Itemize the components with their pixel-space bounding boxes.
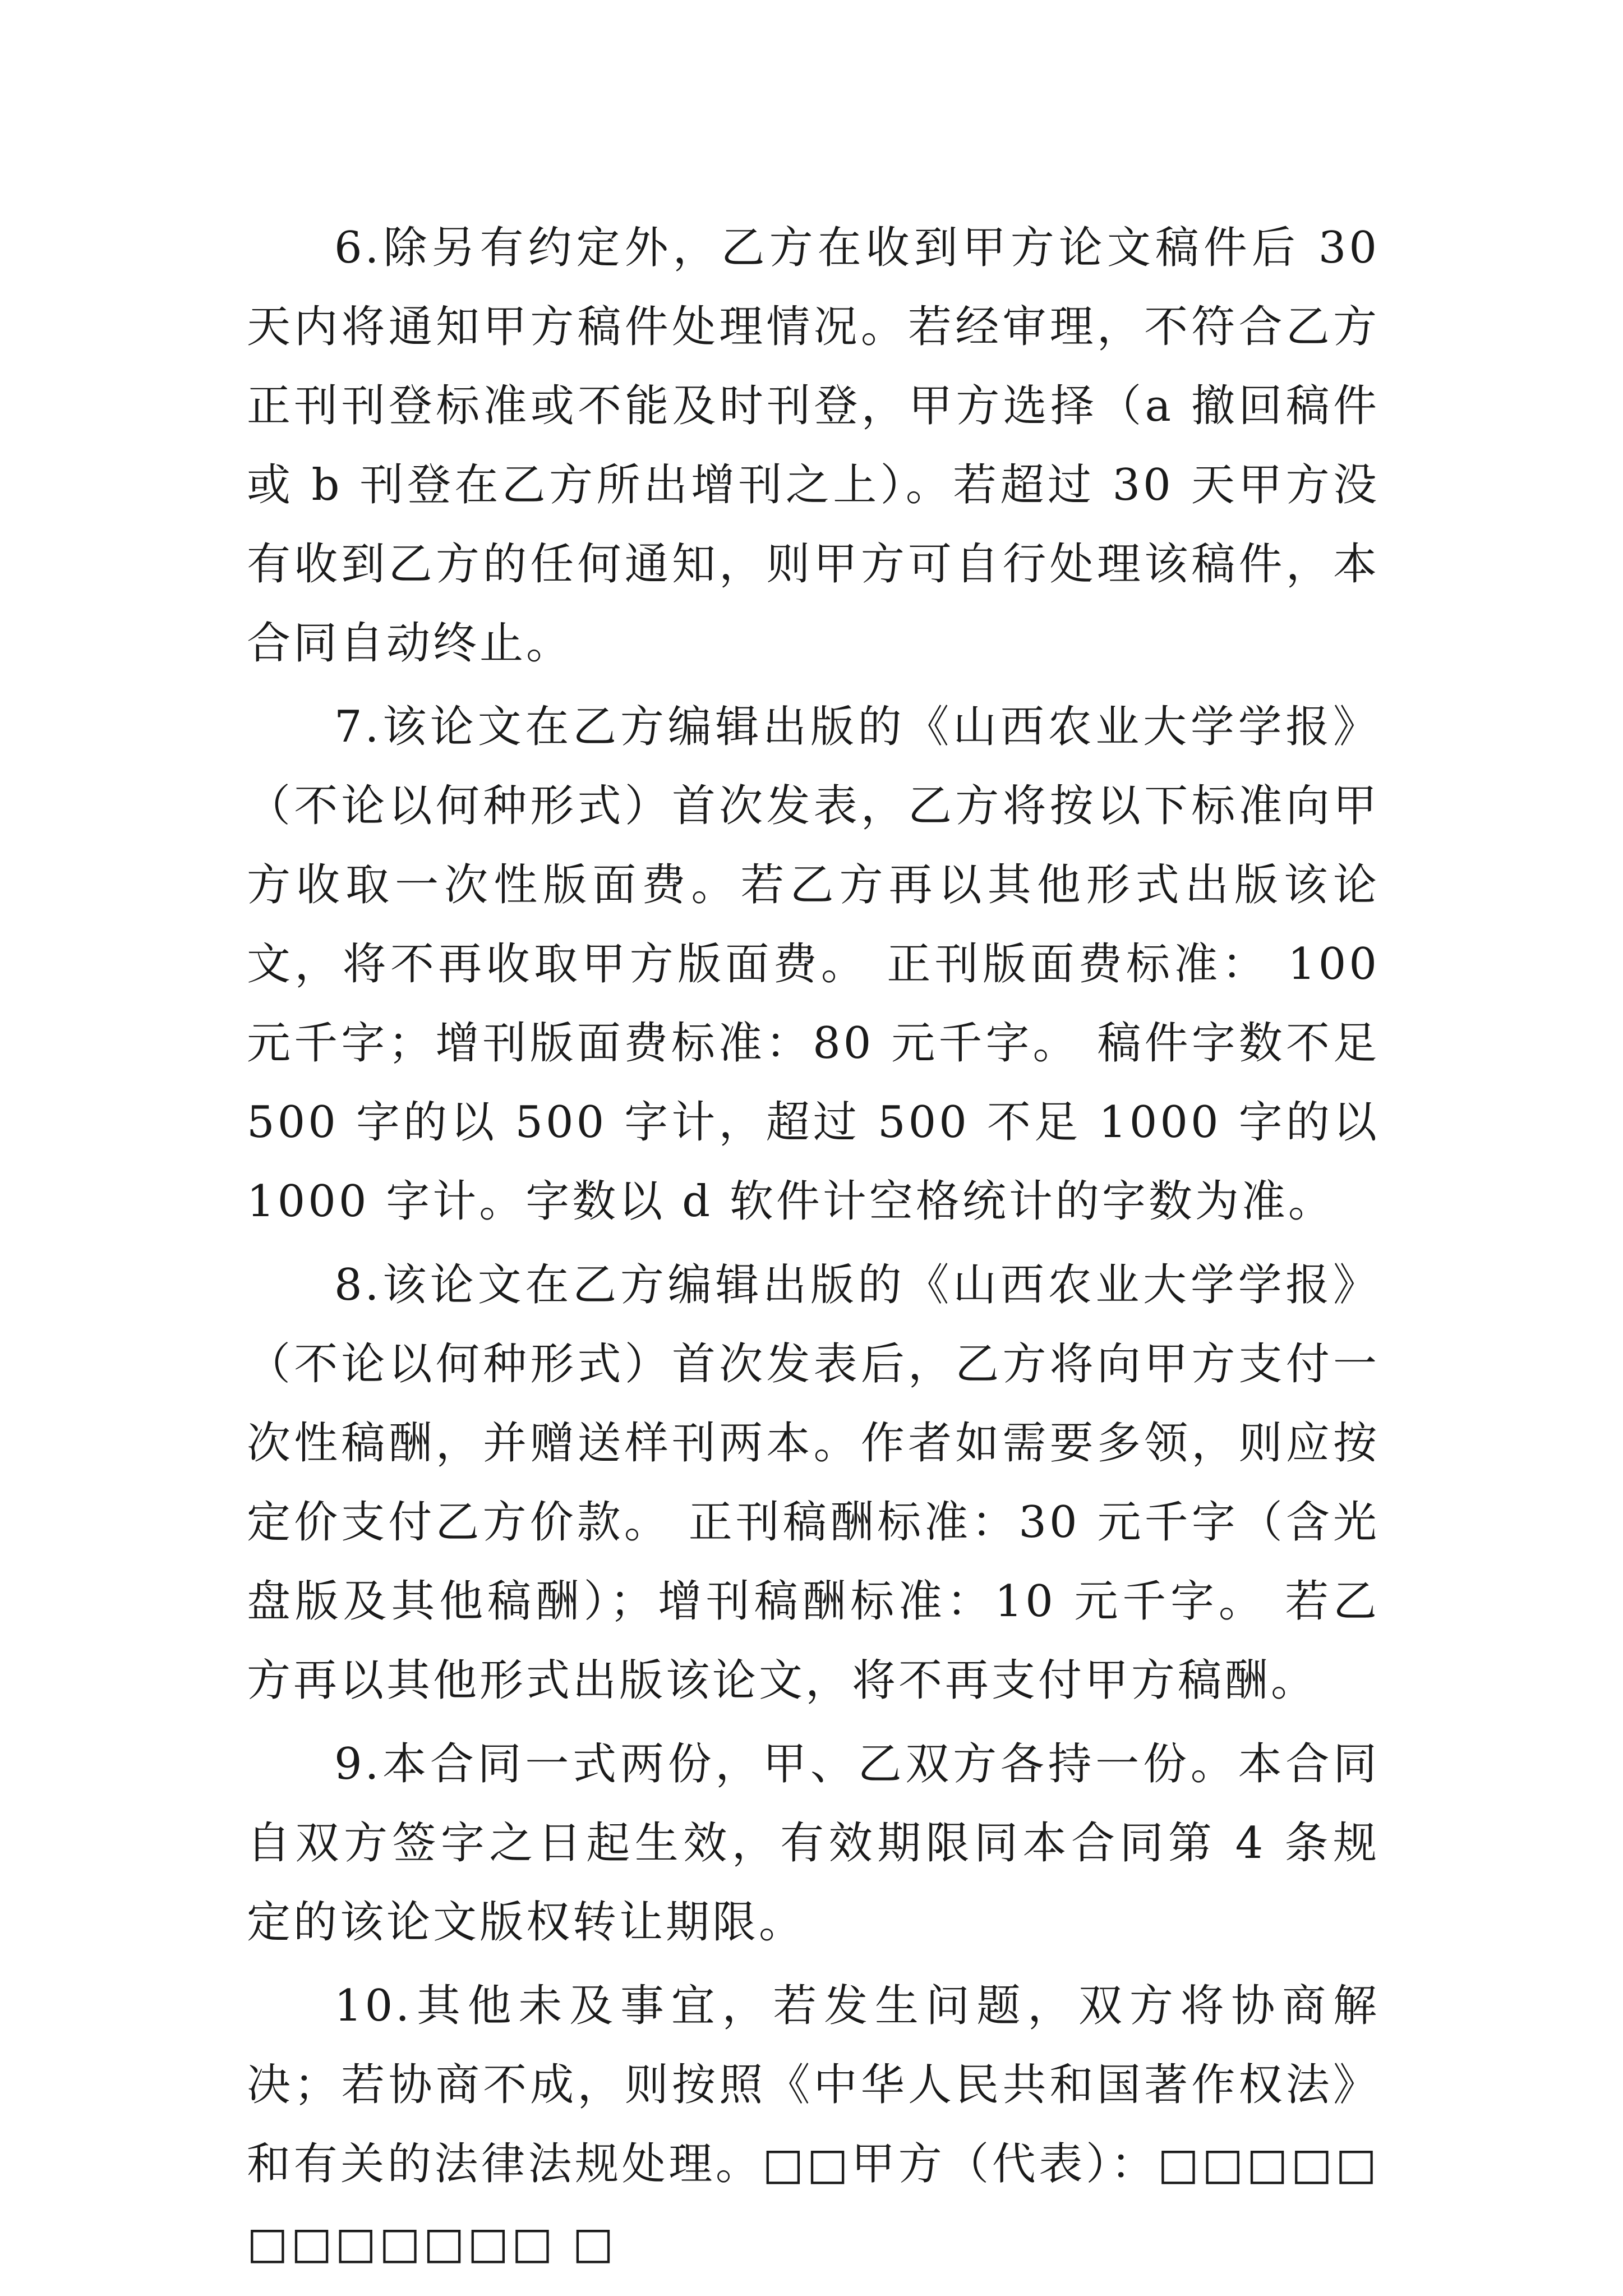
clause-9-paragraph: 9.本合同一式两份，甲、乙双方各持一份。本合同自双方签字之日起生效，有效期限同本合同第 4 条规定的该论文版权转让期限。: [247, 1739, 1380, 1948]
clause-10-paragraph: 10.其他未及事宜，若发生问题，双方将协商解决；若协商不成，则按照《中华人民共和国著作权法》和有关的法律法规处理。□□甲方（代表）：□□□□□□□□□□□□ □: [247, 1981, 1380, 2269]
document-body: [247, 209, 1396, 2283]
clause-7-paragraph: 7.该论文在乙方编辑出版的《山西农业大学学报》（不论以何种形式）首次发表，乙方将按以下标准向甲方收取一次性版面费。若乙方再以其他形式出版该论文，将不再收取甲方版面费。 正刊版面费标准： 100 元千字；增刊版面费标准：80 元千字。 稿件字数不足 500 字的以 500 字计，超过 500 不足 1000 字的以 1000 字计。字数以 d 软件计空格统计的字数为准。: [247, 702, 1396, 1227]
clause-6-paragraph: 6.除另有约定外，乙方在收到甲方论文稿件后 30 天内将通知甲方稿件处理情况。若经审理，不符合乙方正刊刊登标准或不能及时刊登，甲方选择（a 撤回稿件或 b 刊登在乙方所出增刊之上）。若超过 30 天甲方没有收到乙方的任何通知，则甲方可自行处理该稿件，本合同自动终止。: [247, 223, 1396, 669]
clause-8-paragraph: 8.该论文在乙方编辑出版的《山西农业大学学报》（不论以何种形式）首次发表后，乙方将向甲方支付一次性稿酬，并赠送样刊两本。作者如需要多领，则应按定价支付乙方价款。 正刊稿酬标准：30 元千字（含光盘版及其他稿酬）；增刊稿酬标准：10 元千字。 若乙方再以其他形式出版该论文，将不再支付甲方稿酬。: [247, 1260, 1380, 1706]
